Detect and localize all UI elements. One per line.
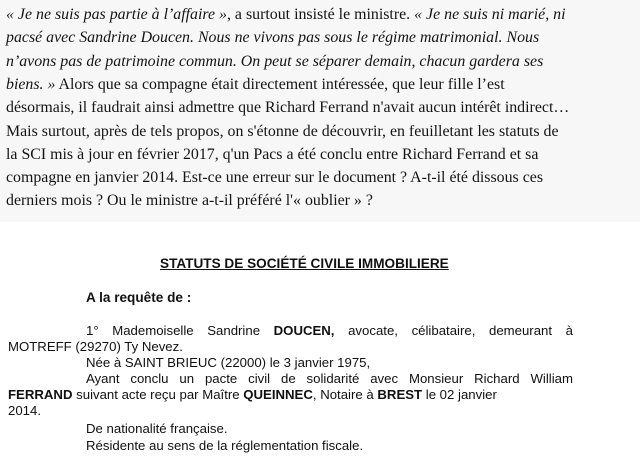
text-run: suivant acte reçu par Maître	[72, 387, 244, 402]
quote-text: « Je ne suis ni marié, ni	[414, 6, 566, 23]
body-text: Alors que sa compagne était directement intéressée, que leur fille l’est	[55, 75, 505, 93]
word: avocate,	[348, 323, 398, 338]
bold-name: QUEINNEC	[243, 387, 313, 402]
word: Richard	[474, 371, 520, 386]
quote-text: biens. »	[6, 75, 56, 93]
body-text: compagne en janvier 2014. Est-ce une erreur sur le document ? A-t-il été dissous ces	[6, 169, 544, 187]
party-birth: Née à SAINT BRIEUC (22000) le 3 janvier 1975,	[86, 355, 371, 370]
body-text: derniers mois ? Ou le ministre a-t-il préféré l'« oublier » ?	[6, 192, 373, 210]
word: solidarité	[306, 371, 360, 386]
quote-text: pacsé avec Sandrine Doucen. Nous ne vivons pas sous le régime matrimonial. Nous	[6, 29, 540, 47]
text-run: , Notaire à	[312, 387, 378, 402]
quote-text: « Je ne suis pas partie à l’affaire »	[6, 6, 227, 23]
nationality-line: De nationalité française.	[86, 421, 228, 436]
word: célibataire,	[411, 323, 476, 338]
word: DOUCEN,	[273, 323, 335, 338]
word: Ayant	[86, 371, 120, 386]
article-line	[6, 4, 566, 26]
pacs-line-3: 2014.	[8, 403, 42, 418]
word: à	[565, 323, 573, 338]
body-text: , a surtout insisté le ministre.	[226, 6, 415, 23]
word: civil	[248, 371, 271, 386]
word: Mademoiselle	[112, 323, 194, 338]
article-line	[6, 27, 539, 49]
article-line	[6, 144, 538, 166]
article-line	[6, 97, 569, 119]
requete-heading: A la requête de :	[86, 290, 192, 305]
word: pacte	[204, 371, 238, 386]
quote-text: n’avons pas de patrimoine commun. On peut se séparer demain, chacun gardera ses	[6, 52, 544, 70]
word: demeurant	[488, 323, 553, 338]
bold-name: FERRAND	[8, 387, 73, 402]
party-address: MOTREFF (29270) Ty Nevez.	[8, 339, 183, 354]
body-text: désormais, il faudrait ainsi admettre que Richard Ferrand n'avait aucun intérêt indirect…	[6, 99, 570, 117]
word: 1°	[86, 323, 99, 338]
article-line	[6, 190, 373, 212]
pacs-line-2	[8, 387, 497, 403]
article-line	[6, 51, 543, 73]
pacs-line-1	[86, 371, 573, 387]
article-line	[6, 74, 505, 96]
word: de	[280, 371, 296, 386]
article-excerpt	[0, 0, 640, 222]
word: un	[179, 371, 195, 386]
party-line-1	[86, 323, 573, 339]
statuts-title: STATUTS DE SOCIÉTÉ CIVILE IMMOBILIERE	[160, 256, 449, 271]
body-text: Mais surtout, après de tels propos, on s'étonne de découvrir, en feuilletant les statuts de	[6, 122, 559, 140]
body-text: la SCI mis à jour en février 2017, q'un Pacs a été conclu entre Richard Ferrand et sa	[6, 145, 539, 163]
word: avec	[370, 371, 399, 386]
article-line	[6, 167, 543, 189]
residence-line: Résidente au sens de la réglementation fiscale.	[86, 438, 364, 453]
article-line	[6, 121, 559, 143]
word: Sandrine	[207, 323, 261, 338]
word: William	[530, 371, 573, 386]
statuts-document	[0, 222, 640, 474]
text-run: le 02 janvier	[422, 387, 497, 402]
word: conclu	[130, 371, 169, 386]
word: Monsieur	[408, 371, 464, 386]
bold-name: BREST	[377, 387, 423, 402]
